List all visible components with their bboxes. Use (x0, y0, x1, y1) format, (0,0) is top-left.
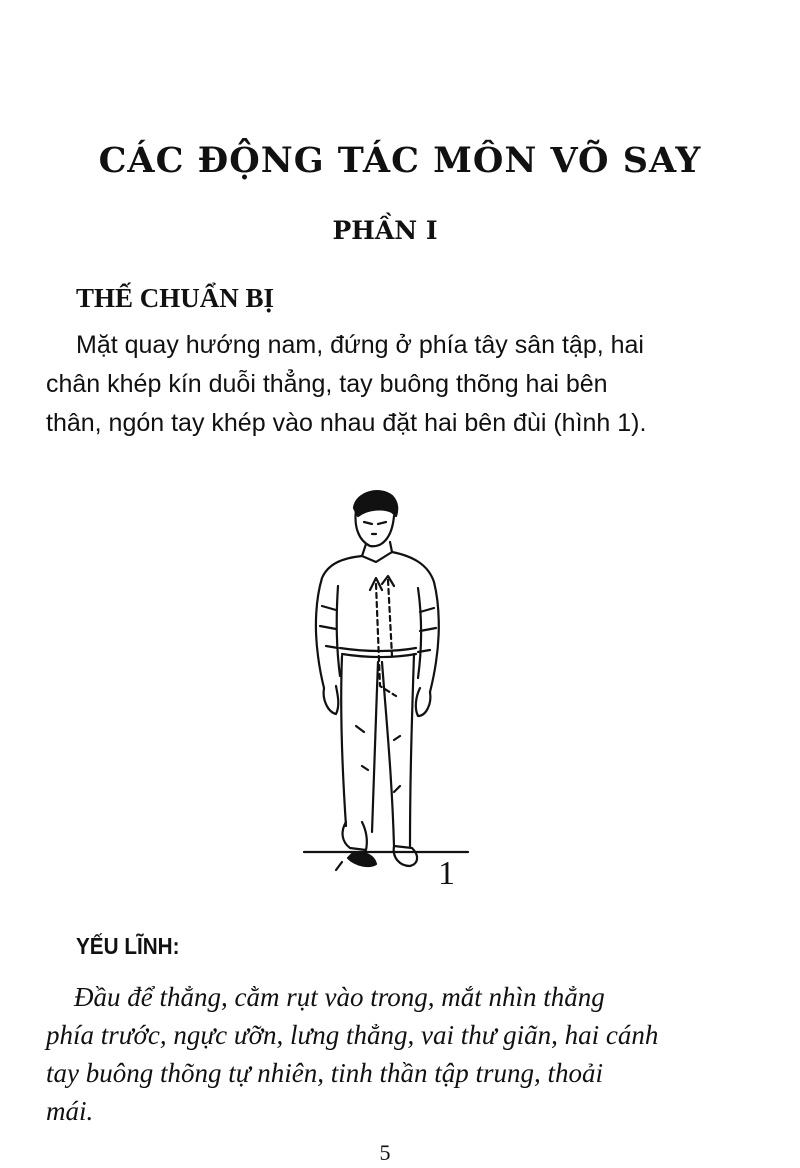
key-points-line: mái. (46, 1096, 94, 1126)
figure-number: 1 (438, 855, 455, 892)
instruction-paragraph (46, 326, 726, 443)
key-points-line: tay buông thõng tự nhiên, tinh thần tập trung, thoải (46, 1058, 603, 1088)
page-number: 5 (379, 1140, 391, 1165)
section-heading: THẾ CHUẨN BỊ (76, 283, 275, 313)
page-title: CÁC ĐỘNG TÁC MÔN VÕ SAY (98, 140, 702, 181)
paragraph-line: Mặt quay hướng nam, đứng ở phía tây sân tập, hai (76, 331, 644, 359)
part-heading: PHẦN I (332, 216, 438, 245)
key-points-heading: YẾU LĨNH: (76, 933, 180, 959)
key-points-text (46, 978, 726, 1130)
paragraph-line: chân khép kín duỗi thẳng, tay buông thõng hai bên (46, 370, 608, 398)
key-points-line: Đầu để thẳng, cằm rụt vào trong, mắt nhìn thẳng (74, 982, 605, 1012)
key-points-line: phía trước, ngực ưỡn, lưng thẳng, vai thư giãn, hai cánh (46, 1020, 659, 1050)
standing-figure-illustration (296, 486, 476, 892)
paragraph-line: thân, ngón tay khép vào nhau đặt hai bên đùi (hình 1). (46, 409, 647, 437)
